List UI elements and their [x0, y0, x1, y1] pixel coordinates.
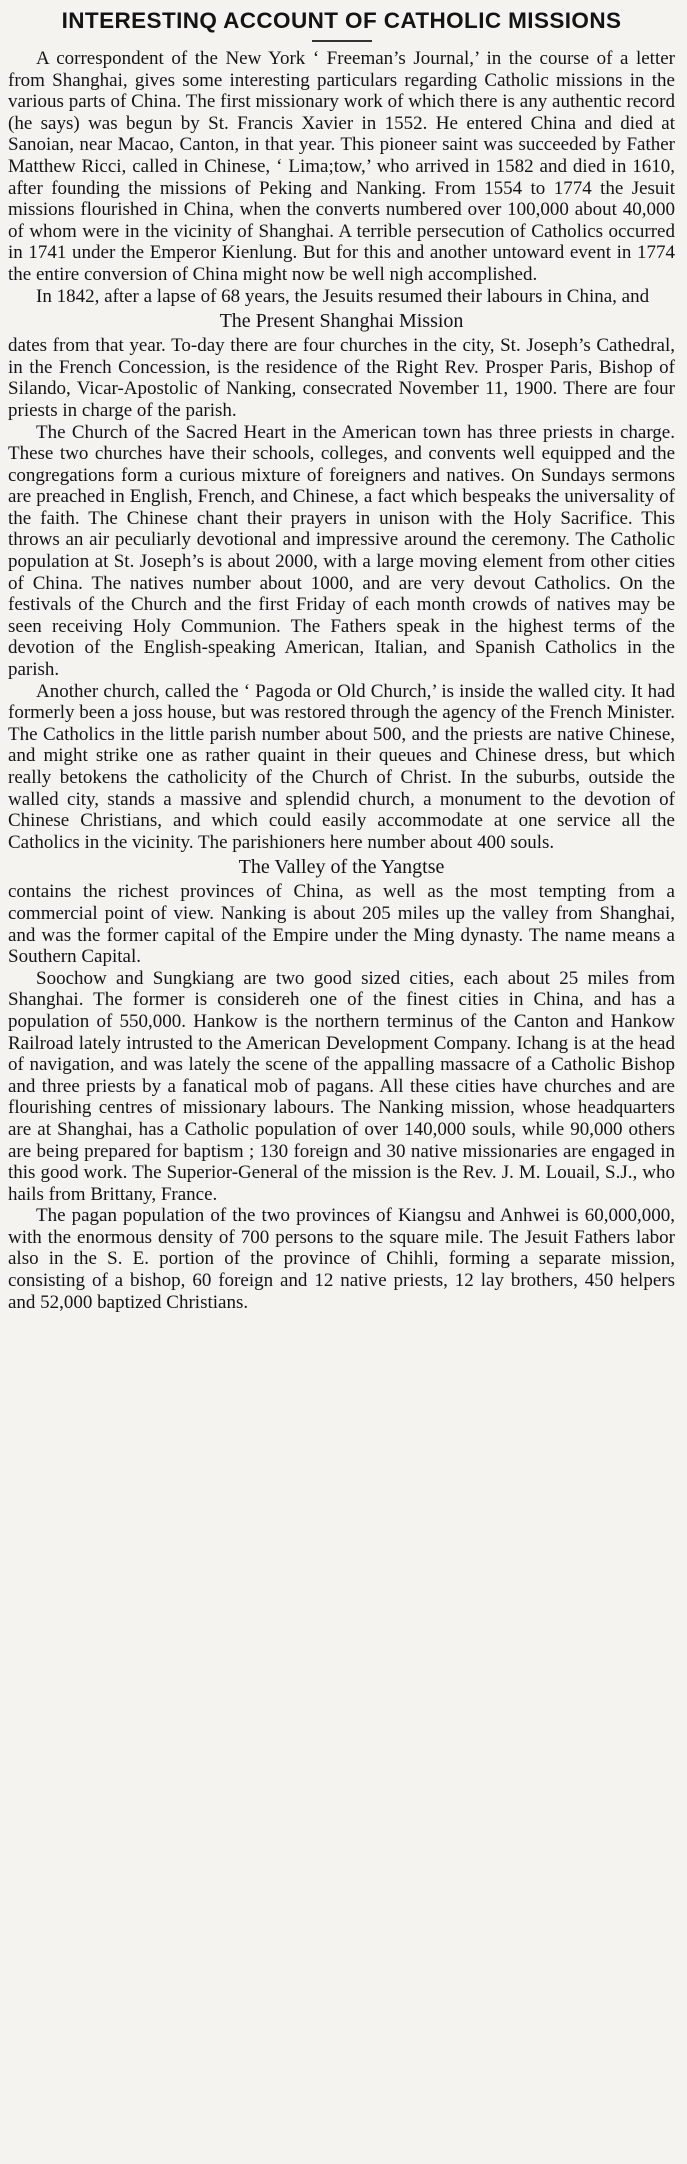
article-paragraph: In 1842, after a lapse of 68 years, the Jesuits resumed their labours in China, and — [36, 285, 650, 307]
article-paragraph: contains the richest provinces of China, as well as the most tempting from a commercial point of view. Nanking is about 205 miles up the valley from Shanghai, and was the former capital of the Empire under the Ming dynasty. The name means a Southern Capital. — [8, 881, 675, 968]
article-paragraph: The pagan population of the two provinces of Kiangsu and Anhwei is 60,000,000, with the enormous density of 700 persons to the square mile. The Jesuit Fathers labor also in the S. E. portion of the province of Chihli, forming a separate mission, consisting of a bishop, 60 foreign and 12 native priests, 12 lay brothers, 450 helpers and 52,000 baptized Christians. — [8, 1205, 675, 1313]
article-paragraph: A correspondent of the New York ‘ Freeman’s Journal,’ in the course of a letter from Shanghai, gives some interesting particulars regarding Catholic missions in the various parts of China. The first missionary work of which there is any authentic record (he says) was begun by St. Francis Xavier in 1552. He entered China and died at Sanoian, near Macao, Canton, in that year. This pioneer saint was succeeded by Father Matthew Ricci, called in Chinese, ‘ Lima;tow,’ who arrived in 1582 and died in 1610, after founding the missions of Peking and Nanking. From 1554 to 1774 the Jesuit missions flourished in China, when the converts numbered over 100,000 about 40,000 of whom were in the vicinity of Shanghai. A terrible persecution of Catholics occurred in 1741 under the Emperor Kienlung. But for this and another untoward event in 1774 the entire conversion of China might now be well nigh accomplished. — [8, 48, 675, 285]
article-paragraph: Another church, called the ‘ Pagoda or Old Church,’ is inside the walled city. It had formerly been a joss house, but was restored through the agency of the French Minister. The Catholics in the little parish number about 500, and the priests are native Chinese, and might strike one as rather quaint in their queues and Chinese dress, but which really betokens the catholicity of the Church of Christ. In the suburbs, outside the walled city, stands a massive and splendid church, a monument to the devotion of Chinese Christians, and which could easily accommodate at one service all the Catholics in the vicinity. The parishioners here number about 400 souls. — [8, 680, 675, 853]
headline-rule — [312, 40, 372, 42]
article-paragraph: The Church of the Sacred Heart in the American town has three priests in charge. These two churches have their schools, colleges, and convents well equipped and the congregations form a curious mixture of foreigners and natives. On Sundays sermons are preached in English, French, and Chinese, a fact which bespeaks the universality of the faith. The Chinese chant their prayers in unison with the Holy Sacrifice. This throws an air peculiarly devotional and impressive around the ceremony. The Catholic population at St. Joseph’s is about 2000, with a large moving element from other cities of China. The natives number about 1000, and are very devout Catholics. On the festivals of the Church and the first Friday of each month crowds of natives may be seen receiving Holy Communion. The Fathers speak in the highest terms of the devotion of the English-speaking American, Italian, and Spanish Catholics in the parish. — [8, 421, 675, 681]
article-paragraph: Soochow and Sungkiang are two good sized cities, each about 25 miles from Shanghai. The former is considereh one of the finest cities in China, and has a population of 550,000. Hankow is the northern terminus of the Canton and Hankow Railroad lately intrusted to the American Development Company. Ichang is at the head of navigation, and was lately the scene of the appalling massacre of a Catholic Bishop and three priests by a fanatical mob of pagans. All these cities have churches and are flourishing centres of missionary labours. The Nanking mission, whose headquarters are at Shanghai, has a Catholic population of over 140,000 souls, while 90,000 others are being prepared for baptism ; 130 foreign and 30 native missionaries are engaged in this good work. The Superior-General of the mission is the Rev. J. M. Louail, S.J., who hails from Brittany, France. — [8, 967, 675, 1205]
article-paragraph: dates from that year. To-day there are four churches in the city, St. Joseph’s Cathedral, in the French Concession, is the residence of the Right Rev. Prosper Paris, Bishop of Silando, Vicar-Apostolic of Nanking, consecrated November 11, 1900. There are four priests in charge of the parish. — [8, 335, 675, 421]
section-subheading: The Valley of the Yangtse — [238, 856, 445, 879]
section-subheading: The Present Shanghai Mission — [219, 310, 464, 333]
article-headline: INTERESTINQ ACCOUNT OF CATHOLIC MISSIONS — [61, 8, 622, 33]
